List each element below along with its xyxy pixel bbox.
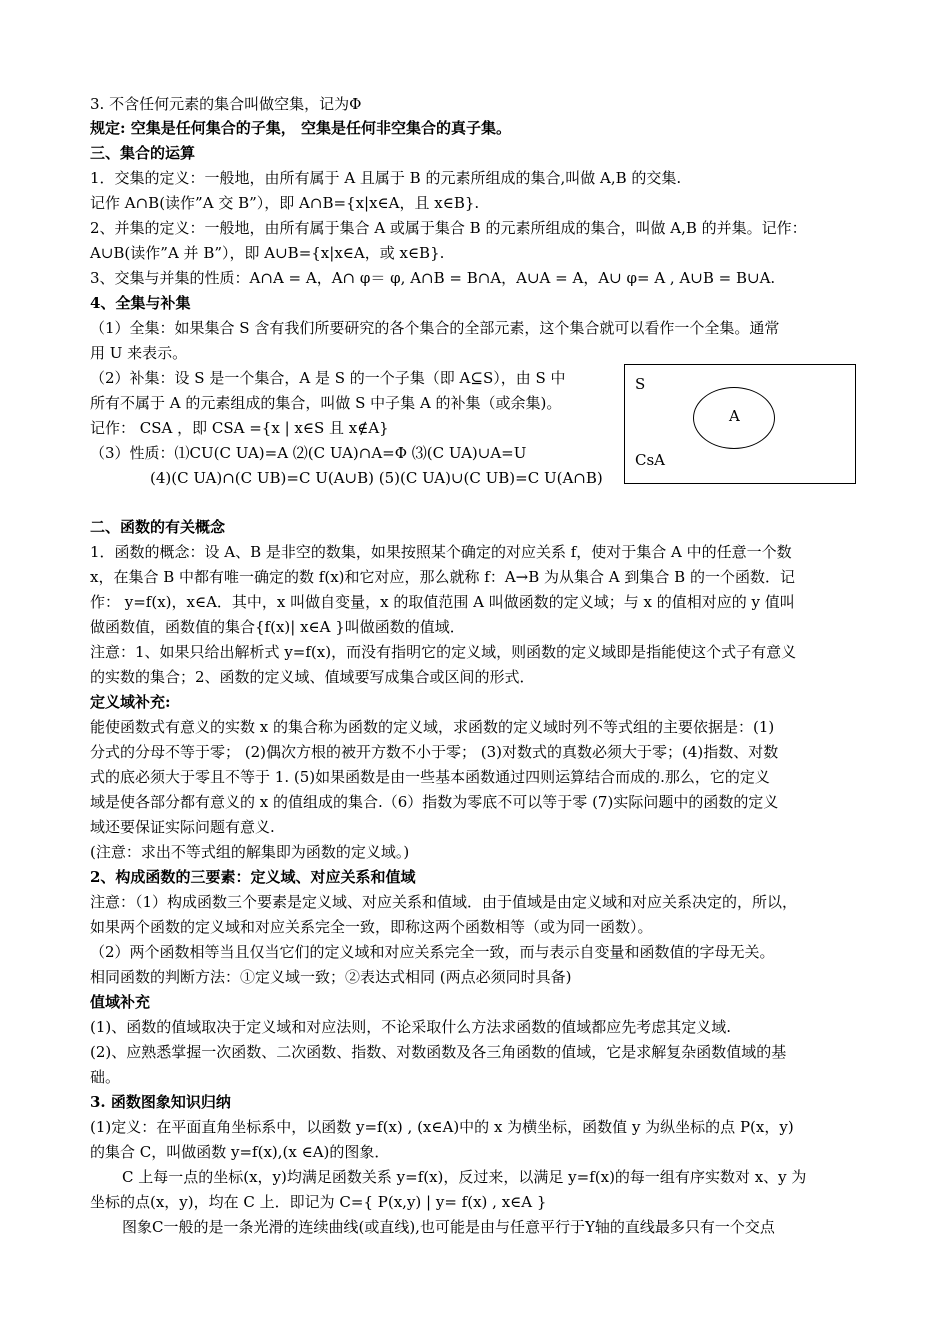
text-line: 的实数的集合；2、函数的定义域、值域要写成集合或区间的形式． bbox=[90, 668, 535, 686]
text-line: (1)、函数的值域取决于定义域和对应法则，不论采取什么方法求函数的值域都应先考虑其定义域. bbox=[90, 1018, 732, 1036]
text-line: 所有不属于 A 的元素组成的集合，叫做 S 中子集 A 的补集（或余集)。 bbox=[90, 394, 562, 412]
text-line: (2)、应熟悉掌握一次函数、二次函数、指数、对数函数及各三角函数的值域，它是求解复杂函数值域的基 bbox=[90, 1043, 787, 1061]
text-line: 如果两个函数的定义域和对应关系完全一致，即称这两个函数相等（或为同一函数）。 bbox=[90, 918, 653, 936]
text-line: 1．交集的定义：一般地，由所有属于 A 且属于 B 的元素所组成的集合,叫做 A,B 的交集. bbox=[90, 169, 682, 187]
text-line: 域是使各部分都有意义的 x 的值组成的集合.（6）指数为零底不可以等于零 (7)实际问题中的函数的定义 bbox=[90, 793, 779, 811]
section-heading: 定义域补充: bbox=[90, 693, 171, 711]
text-line: 能使函数式有意义的实数 x 的集合称为函数的定义域，求函数的定义域时列不等式组的主要依据是：(1) bbox=[90, 718, 775, 736]
text-line: 3. 不含任何元素的集合叫做空集，记为Φ bbox=[90, 95, 362, 113]
text-line: （2）补集：设 S 是一个集合，A 是 S 的一个子集（即 A⊆S），由 S 中 bbox=[90, 369, 566, 387]
section-heading: 值域补充 bbox=[90, 993, 151, 1011]
text-line: （3）性质：⑴CU(C UA)=A ⑵(C UA)∩A=Φ ⑶(C UA)∪A=U bbox=[90, 444, 527, 462]
text-line: 规定: 空集是任何集合的子集， 空集是任何非空集合的真子集。 bbox=[90, 119, 511, 137]
text-line: 相同函数的判断方法：①定义域一致；②表达式相同 (两点必须同时具备) bbox=[90, 968, 572, 986]
universal-set-label: S bbox=[635, 375, 646, 393]
text-line: x，在集合 B 中都有唯一确定的数 f(x)和它对应，那么就称 f：A→B 为从集合 A 到集合 B 的一个函数．记 bbox=[90, 568, 795, 586]
text-line: 做函数值，函数值的集合{f(x)| x∈A }叫做函数的值域． bbox=[90, 618, 465, 636]
complement-label: CsA bbox=[635, 451, 666, 469]
text-line: 记作： CSA ，即 CSA ={x | x∈S 且 x∉A} bbox=[90, 419, 389, 437]
subset-label: A bbox=[729, 407, 740, 425]
section-heading: 三、集合的运算 bbox=[90, 144, 196, 162]
text-line: (1)定义：在平面直角坐标系中，以函数 y=f(x) , (x∈A)中的 x 为横坐标，函数值 y 为纵坐标的点 P(x，y) bbox=[90, 1118, 794, 1136]
text-line: 础。 bbox=[90, 1068, 121, 1086]
text-line: 图象C一般的是一条光滑的连续曲线(或直线),也可能是由与任意平行于Y轴的直线最多只有一个交点 bbox=[122, 1218, 775, 1236]
section-heading: 2、构成函数的三要素：定义域、对应关系和值域 bbox=[90, 868, 416, 886]
text-line: 作： y=f(x)，x∈A．其中，x 叫做自变量，x 的取值范围 A 叫做函数的定义域；与 x 的值相对应的 y 值叫 bbox=[90, 593, 795, 611]
text-line: 式的底必须大于零且不等于 1. (5)如果函数是由一些基本函数通过四则运算结合而成的.那么，它的定义 bbox=[90, 768, 770, 786]
text-line: 2、并集的定义：一般地，由所有属于集合 A 或属于集合 B 的元素所组成的集合，叫做 A,B 的并集。记作： bbox=[90, 219, 807, 237]
text-line: 分式的分母不等于零； (2)偶次方根的被开方数不小于零； (3)对数式的真数必须大于零；(4)指数、对数 bbox=[90, 743, 779, 761]
section-heading: 二、函数的有关概念 bbox=[90, 518, 226, 536]
section-heading: 4、全集与补集 bbox=[90, 294, 191, 312]
text-line: C 上每一点的坐标(x，y)均满足函数关系 y=f(x)，反过来，以满足 y=f(x)的每一组有序实数对 x、y 为 bbox=[122, 1168, 807, 1186]
section-heading: 3. 函数图象知识归纳 bbox=[90, 1093, 231, 1111]
text-line: 注意：（1）构成函数三个要素是定义域、对应关系和值域．由于值域是由定义域和对应关系决定的，所以， bbox=[90, 893, 798, 911]
text-line: 的集合 C，叫做函数 y=f(x),(x ∈A)的图象． bbox=[90, 1143, 390, 1161]
text-line: 用 U 来表示。 bbox=[90, 344, 188, 362]
text-line: 记作 A∩B(读作”A 交 B”），即 A∩B={x|x∈A，且 x∈B}. bbox=[90, 194, 480, 212]
venn-diagram bbox=[624, 364, 856, 484]
text-line: 坐标的点(x，y)，均在 C 上．即记为 C={ P(x,y) | y= f(x) , x∈A } bbox=[90, 1193, 547, 1211]
text-line: （1）全集：如果集合 S 含有我们所要研究的各个集合的全部元素，这个集合就可以看作一个全集。通常 bbox=[90, 319, 780, 337]
text-line: (4)(C UA)∩(C UB)=C U(A∪B) (5)(C UA)∪(C UB)=C U(A∩B) bbox=[150, 469, 603, 487]
text-line: 1．函数的概念：设 A、B 是非空的数集，如果按照某个确定的对应关系 f，使对于集合 A 中的任意一个数 bbox=[90, 543, 792, 561]
text-line: 注意：1、如果只给出解析式 y=f(x)，而没有指明它的定义域，则函数的定义域即是指能使这个式子有意义 bbox=[90, 643, 797, 661]
text-line: (注意：求出不等式组的解集即为函数的定义域。) bbox=[90, 843, 410, 861]
text-line: 域还要保证实际问题有意义. bbox=[90, 818, 275, 836]
text-line: A∪B(读作”A 并 B”），即 A∪B={x|x∈A，或 x∈B}. bbox=[90, 244, 445, 262]
text-line: 3、交集与并集的性质：A∩A = A，A∩ φ＝ φ, A∩B = B∩A，A∪A = A，A∪ φ= A , A∪B = B∪A. bbox=[90, 269, 776, 287]
text-line: （2）两个函数相等当且仅当它们的定义域和对应关系完全一致，而与表示自变量和函数值的字母无关。 bbox=[90, 943, 775, 961]
